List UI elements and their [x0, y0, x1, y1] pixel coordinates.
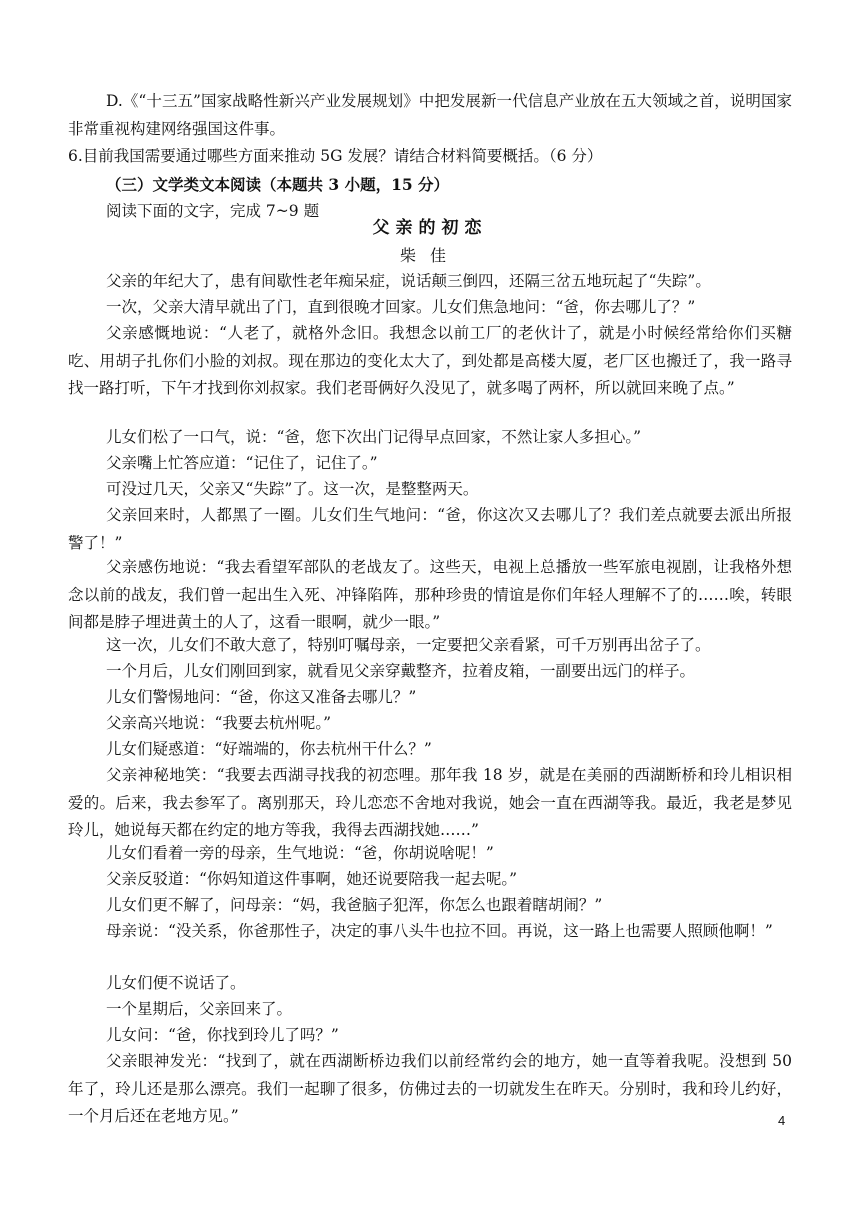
story-paragraph: 父亲感慨地说：“人老了，就格外念旧。我想念以前工厂的老伙计了，就是小时候经常给你们买糖吃、用胡子扎你们小脸的刘叔。现在那边的变化太大了，到处都是高楼大厦，老厂区也搬迁了，我一路寻找一路打听，下午才找到你刘叔家。我们老哥俩好久没见了，就多喝了两杯，所以就回来晚了点。” — [68, 324, 792, 397]
story-paragraph: 一个星期后，父亲回来了。 — [106, 1000, 293, 1018]
question-6: 6.目前我国需要通过哪些方面来推动 5G 发展？请结合材料简要概括。（6 分） — [68, 147, 603, 165]
story-paragraph: 可没过几天，父亲又“失踪”了。这一次，是整整两天。 — [106, 480, 479, 498]
story-paragraph: 父亲嘴上忙答应道：“记住了，记住了。” — [106, 454, 378, 472]
story-paragraph: 父亲感伤地说：“我去看望军部队的老战友了。这些天，电视上总播放一些军旅电视剧，让我格外想念以前的战友，我们曾一起出生入死、冲锋陷阵，那种珍贵的情谊是你们年轻人理解不了的……唉，转眼间都是脖子埋进黄土的人了，这看一眼啊，就少一眼。” — [68, 558, 792, 631]
story-paragraph: 父亲回来时，人都黑了一圈。儿女们生气地问：“爸，你这次又去哪儿了？我们差点就要去派出所报警了！” — [68, 506, 792, 552]
story-paragraph: 母亲说：“没关系，你爸那性子，决定的事八头牛也拉不回。再说，这一路上也需要人照顾他啊！” — [106, 922, 773, 940]
story-paragraph: 父亲反驳道：“你妈知道这件事啊，她还说要陪我一起去呢。” — [106, 870, 518, 888]
story-paragraph: 儿女们疑惑道：“好端端的，你去杭州干什么？” — [106, 740, 432, 758]
story-title: 父亲的初恋 — [372, 218, 488, 238]
story-author: 柴佳 — [399, 246, 460, 265]
story-paragraph: 儿女们松了一口气，说：“爸，您下次出门记得早点回家，不然让家人多担心。” — [106, 428, 642, 446]
page-number: 4 — [778, 1113, 786, 1128]
story-paragraph: 这一次，儿女们不敢大意了，特别叮嘱母亲，一定要把父亲看紧，可千万别再出岔子了。 — [106, 636, 711, 654]
story-paragraph: 儿女们便不说话了。 — [106, 974, 246, 992]
story-paragraph: 一次，父亲大清早就出了门，直到很晚才回家。儿女们焦急地问：“爸，你去哪儿了？” — [106, 298, 696, 316]
section-heading: （三）文学类文本阅读（本题共 3 小题，15 分） — [106, 175, 450, 194]
story-paragraph: 父亲高兴地说：“我要去杭州呢。” — [106, 714, 332, 732]
story-paragraph: 父亲眼神发光：“找到了，就在西湖断桥边我们以前经常约会的地方，她一直等着我呢。没想到 50 年了，玲儿还是那么漂亮。我们一起聊了很多，仿佛过去的一切就发生在昨天。分别时，我和玲儿约好，一个月后还在老地方见。” — [68, 1052, 792, 1125]
story-paragraph: 父亲神秘地笑：“我要去西湖寻找我的初恋哩。那年我 18 岁，就是在美丽的西湖断桥和玲儿相识相爱的。后来，我去参军了。离别那天，玲儿恋恋不舍地对我说，她会一直在西湖等我。最近，我老是梦见玲儿，她说每天都在约定的地方等我，我得去西湖找她……” — [68, 766, 792, 839]
story-paragraph: 儿女们看着一旁的母亲，生气地说：“爸，你胡说啥呢！” — [106, 844, 494, 862]
story-paragraph: 儿女们警惕地问：“爸，你这又准备去哪儿？” — [106, 688, 417, 706]
option-d-text: D.《“十三五”国家战略性新兴产业发展规划》中把发展新一代信息产业放在五大领域之首，说明国家非常重视构建网络强国这件事。 — [68, 92, 792, 138]
story-paragraph: 儿女问：“爸，你找到玲儿了吗？” — [106, 1026, 339, 1044]
story-paragraph: 父亲的年纪大了，患有间歇性老年痴呆症，说话颠三倒四，还隔三岔五地玩起了“失踪”。 — [106, 272, 711, 290]
reading-instruction: 阅读下面的文字，完成 7~9 题 — [106, 202, 320, 220]
story-paragraph: 儿女们更不解了，问母亲：“妈，我爸脑子犯浑，你怎么也跟着瞎胡闹？” — [106, 896, 603, 914]
story-paragraph: 一个月后，儿女们刚回到家，就看见父亲穿戴整齐，拉着皮箱，一副要出远门的样子。 — [106, 662, 696, 680]
